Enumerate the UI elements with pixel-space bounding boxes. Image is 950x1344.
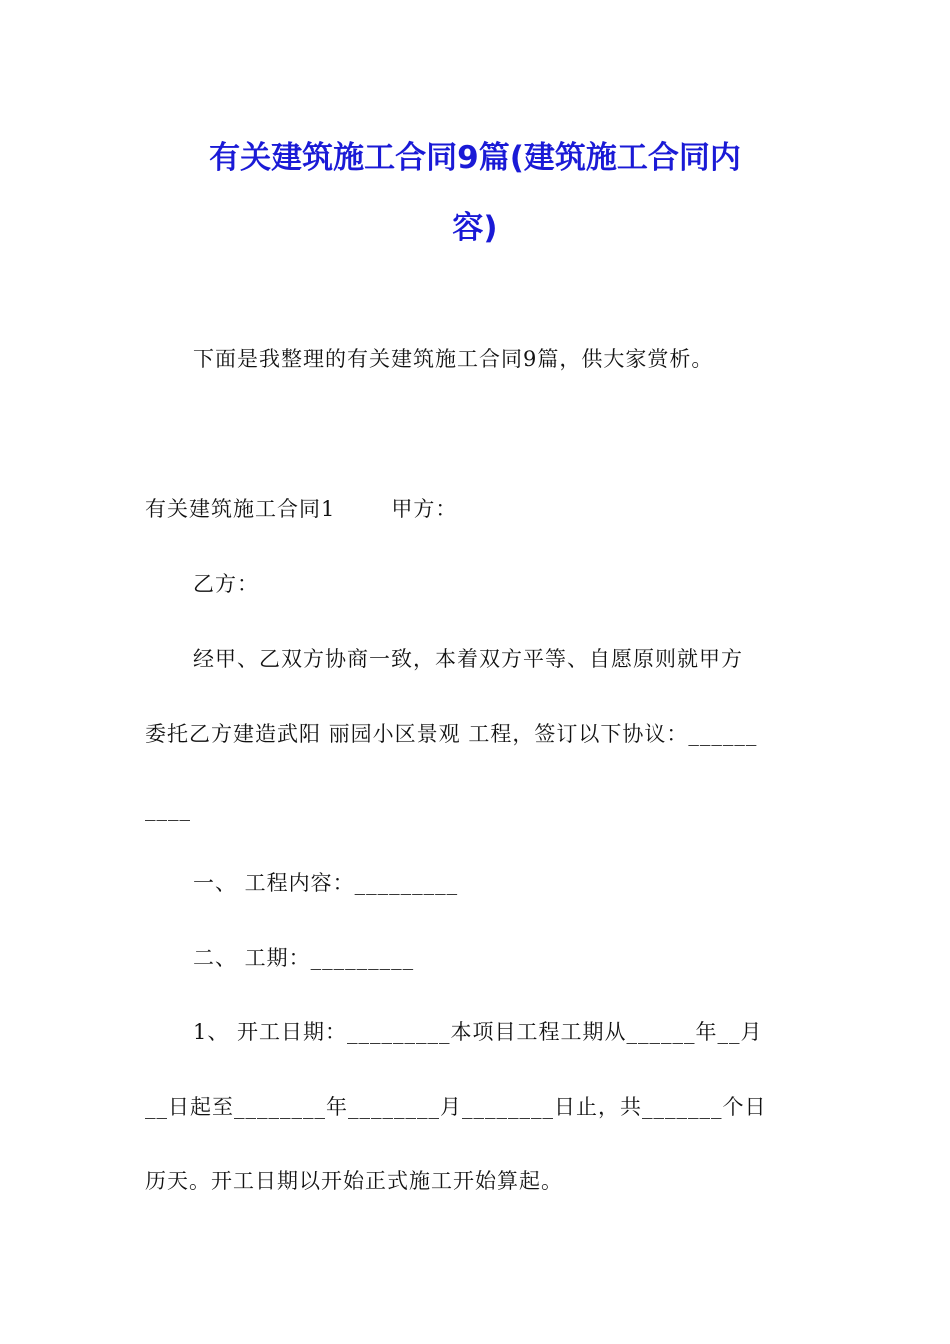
- item-start-date-line3: 历天。开工日期以开始正式施工开始算起。: [145, 1169, 563, 1193]
- agreement-paragraph-line1: 经甲、乙双方协商一致，本着双方平等、自愿原则就甲方: [193, 647, 743, 671]
- contract-heading-line: [145, 494, 457, 524]
- contract-heading: 有关建筑施工合同1: [145, 497, 336, 521]
- agreement-paragraph-line2: 委托乙方建造武阳 丽园小区景观 工程，签订以下协议：______: [145, 722, 758, 746]
- intro-paragraph: 下面是我整理的有关建筑施工合同9篇，供大家赏析。: [193, 347, 714, 371]
- item-project-content: 一、 工程内容：_________: [193, 871, 459, 895]
- party-a-label: 甲方：: [391, 497, 458, 521]
- agreement-paragraph-line3: ____: [145, 797, 191, 821]
- document-title-line1: 有关建筑施工合同9篇(建筑施工合同内: [209, 140, 741, 176]
- item-start-date-line1: 1、 开工日期：_________本项目工程工期从______年__月: [193, 1020, 763, 1044]
- party-b-label: 乙方：: [193, 572, 259, 596]
- item-duration: 二、 工期：_________: [193, 946, 415, 970]
- item-start-date-line2: __日起至________年________月________日止，共_______个日: [145, 1095, 767, 1119]
- document-title-line2: 容): [452, 210, 498, 246]
